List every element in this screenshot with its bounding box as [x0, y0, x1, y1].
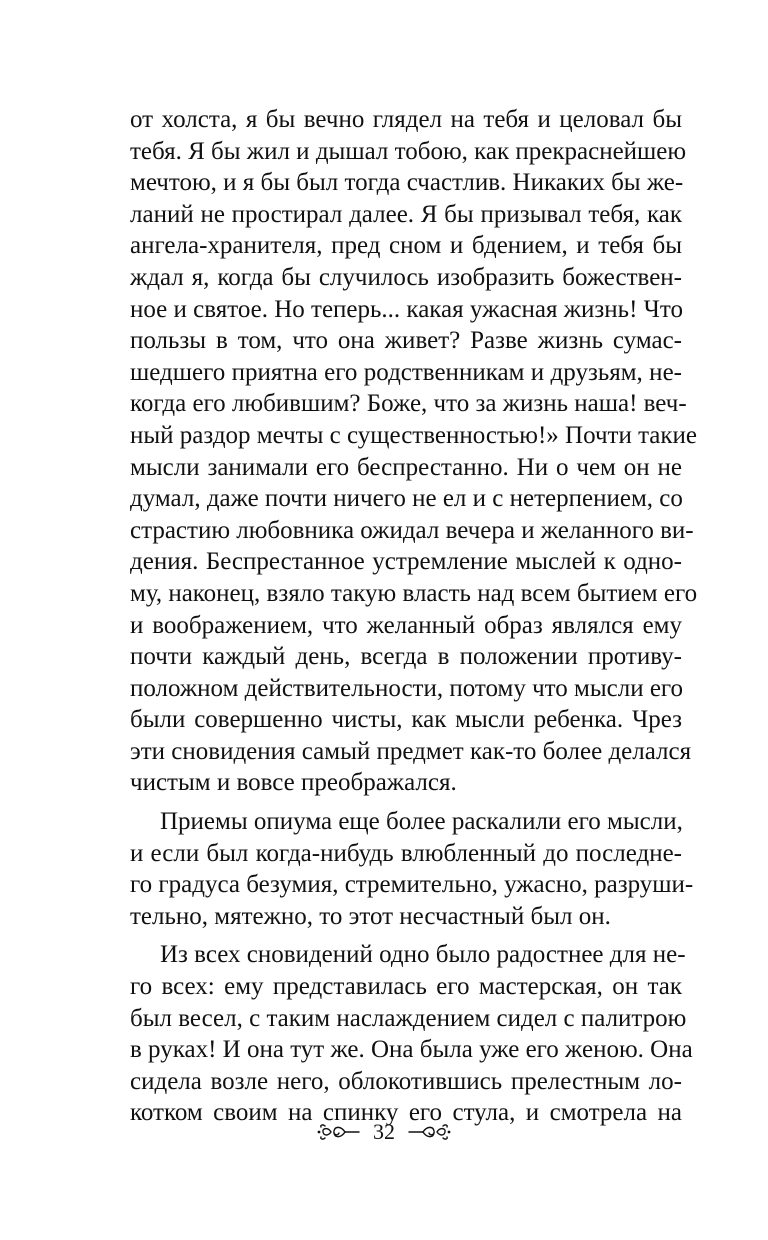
text-line: тельно, мятежно, то этот несчастный был он.: [130, 902, 611, 930]
paragraph-gap: [130, 799, 682, 806]
floral-ornament-right-icon: [407, 1122, 451, 1142]
text-line: когда его любившим? Боже, что за жизнь наша! веч-: [130, 390, 687, 418]
text-line: го градуса безумия, стремительно, ужасно, разруши-: [130, 871, 694, 899]
text-line: му, наконец, взяло такую власть над всем бытием его: [130, 579, 698, 607]
text-line: и если был когда-нибудь влюбленный до последне-: [130, 839, 682, 867]
text-line: страстию любовника ожидал вечера и желанного ви-: [130, 516, 694, 544]
text-line: эти сновидения самый предмет как-то более делался: [130, 737, 692, 765]
page-number: 32: [373, 1119, 395, 1144]
text-line: мысли занимали его беспрестанно. Ни о чем он не: [130, 453, 682, 481]
paragraph-gap: [130, 932, 682, 939]
text-line: почти каждый день, всегда в положении противу-: [130, 643, 682, 671]
text-line: чистым и вовсе преображался.: [130, 769, 457, 797]
text-line: были совершенно чисты, как мысли ребенка. Чрез: [130, 706, 682, 734]
paragraph-3: [130, 939, 693, 1129]
text-line: ангела-хранителя, пред сном и бдением, и тебя бы: [130, 232, 682, 260]
text-line: дения. Беспрестанное устремление мыслей к одно-: [130, 548, 682, 576]
body-text: [130, 104, 698, 1129]
text-line: Приемы опиума еще более раскалили его мысли,: [160, 808, 683, 836]
page-footer: [0, 1112, 768, 1152]
text-line: пользы в том, что она живет? Разве жизнь сумас-: [130, 327, 682, 355]
text-line: ждал я, когда бы случилось изобразить божествен-: [130, 263, 682, 291]
text-line: положном действительности, потому что мысли его: [130, 674, 684, 702]
text-line: сидела возле него, облокотившись прелестным ло-: [130, 1067, 682, 1095]
text-line: был весел, с таким наслаждением сидел с палитрою: [130, 1004, 687, 1032]
text-line: Из всех сновидений одно было радостнее для не-: [160, 941, 686, 969]
text-line: ный раздор мечты с существенностью!» Почти такие: [130, 421, 698, 449]
text-line: думал, даже почти ничего не ел и с нетерпением, со: [130, 485, 683, 513]
text-line: шедшего приятна его родственникам и друзьям, не-: [130, 358, 682, 386]
text-line: и воображением, что желанный образ являлся ему: [130, 611, 682, 639]
floral-ornament-left-icon: [317, 1122, 361, 1142]
paragraph-2: [130, 806, 694, 932]
text-line: от холста, я бы вечно глядел на тебя и целовал бы: [130, 106, 682, 133]
text-line: го всех: ему представилась его мастерская, он так: [130, 973, 682, 1001]
text-line: мечтою, и я бы был тогда счастлив. Никаких бы же-: [130, 169, 684, 197]
text-line: котком своим на спинку его стула, и смотрела на: [130, 1099, 682, 1127]
text-line: в руках! И она тут же. Она была уже его женою. Она: [130, 1036, 693, 1064]
text-line: тебя. Я бы жил и дышал тобою, как прекраснейшею: [130, 137, 687, 165]
text-line: ланий не простирал далее. Я бы призывал тебя, как: [130, 200, 682, 228]
paragraph-1: [130, 104, 698, 799]
text-line: ное и святое. Но теперь... какая ужасная жизнь! Что: [130, 295, 683, 323]
